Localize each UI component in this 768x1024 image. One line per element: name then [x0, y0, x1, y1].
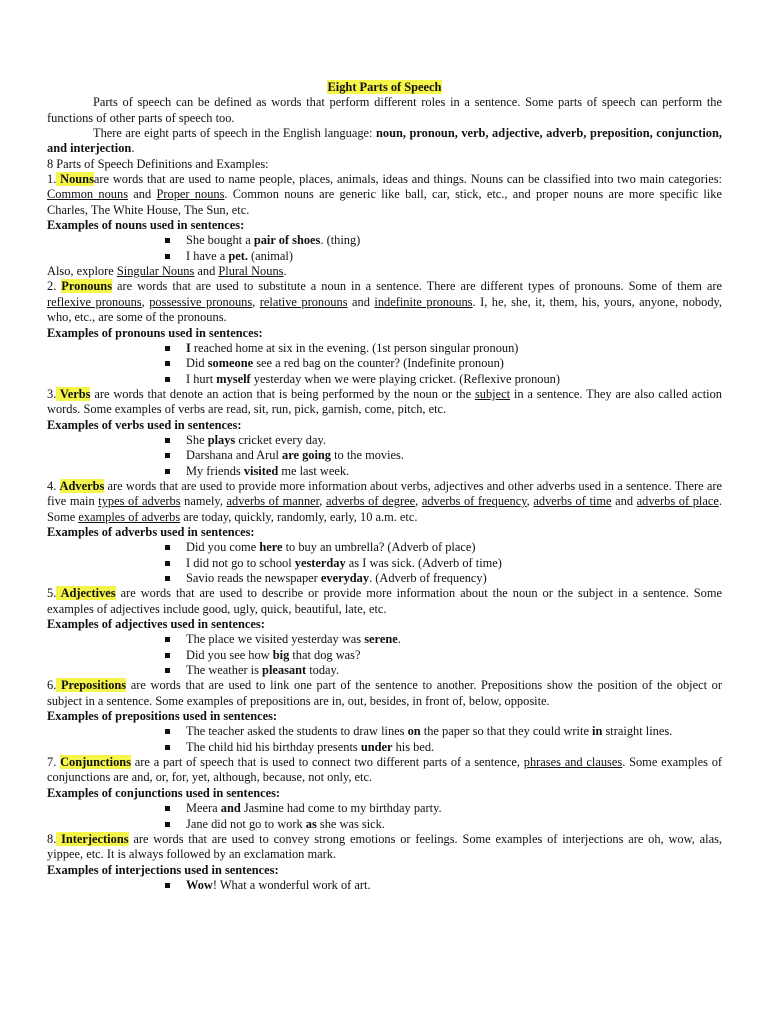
verbs-term: Verbs	[56, 386, 91, 401]
definitions-heading: 8 Parts of Speech Definitions and Examples:	[47, 156, 269, 171]
conjunctions-definition: 7. Conjunctions are a part of speech that is used to connect two different parts of a sentence, phrases and clauses. Some examples of conjunctions are and, or, for, yet, although, because, not only, etc.	[47, 755, 723, 785]
list-item: She plays cricket every day.	[47, 433, 722, 448]
adverbs-of-time-link[interactable]: adverbs of time	[533, 494, 612, 509]
nouns-text-1: are words that are used to name people, places, animals, ideas and things. Nouns can be classified into two main categories:	[93, 172, 722, 187]
list-item: Darshana and Arul are going to the movies.	[47, 448, 722, 463]
verbs-definition: 3. Verbs are words that denote an action that is being performed by the noun or the subject in a sentence. They are also called action words. Some examples of verbs are read, sit, run, pick, garnish, come, pitch, etc.	[47, 386, 723, 417]
prepositions-term: Prepositions	[56, 678, 127, 693]
pronouns-examples-heading: Examples of pronouns used in sentences:	[47, 325, 263, 340]
examples-of-adverbs-link[interactable]: examples of adverbs	[78, 509, 181, 524]
pronouns-examples-list	[47, 341, 722, 387]
nouns-definition	[47, 172, 722, 218]
list-item: I did not go to school yesterday as I was sick. (Adverb of time)	[47, 556, 722, 571]
adverbs-definition: 4. Adverbs are words that are used to provide more information about verbs, adjectives and other adverbs used in a sentence. There are five main types of adverbs namely, adverbs of manner, adverbs of degree, adverbs of frequency, adverbs of time and adverbs of place. Some examples of adverbs are today, quickly, randomly, early, 10 a.m. etc.	[47, 478, 722, 524]
conjunctions-examples-heading: Examples of conjunctions used in sentences:	[47, 785, 281, 800]
list-item: Did you see how big that dog was?	[47, 648, 722, 663]
adverbs-of-frequency-link[interactable]: adverbs of frequency	[421, 494, 527, 509]
list-item: The teacher asked the students to draw lines on the paper so that they could write in straight lines.	[47, 724, 722, 739]
intro-parts-list: noun, pronoun, verb, adjective, adverb, preposition, conjunction, and interjection	[47, 126, 722, 156]
adjectives-term: Adjectives	[56, 586, 116, 601]
prepositions-definition: 6. Prepositions are words that are used to link one part of the sentence to another. Prepositions show the position of the object or subject in a sentence. Some examples of prepositions are in, out, besides, in front of, below, opposite.	[47, 678, 722, 708]
intro-paragraph: Parts of speech can be defined as words that perform different roles in a sentence. Some parts of speech can perform the functions of other parts of speech too.	[47, 95, 722, 125]
common-nouns-link[interactable]: Common nouns	[47, 187, 129, 202]
nouns-text-2: and	[128, 187, 157, 202]
list-item: Meera and Jasmine had come to my birthday party.	[47, 801, 722, 816]
adjectives-examples-list	[47, 632, 722, 678]
phrases-and-clauses-link[interactable]: phrases and clauses	[523, 755, 623, 770]
intro-parts-end: .	[131, 141, 135, 156]
list-item: I have a pet. (animal)	[47, 249, 722, 264]
adverbs-of-degree-link[interactable]: adverbs of degree	[326, 494, 416, 509]
nouns-examples-heading: Examples of nouns used in sentences:	[47, 218, 245, 233]
title-text: Eight Parts of Speech	[327, 80, 442, 94]
adjectives-examples-heading: Examples of adjectives used in sentences:	[47, 617, 265, 632]
adjectives-definition: 5. Adjectives are words that are used to describe or provide more information about the noun or the subject in a sentence. Some examples of adjectives include good, ugly, quick, beautiful, late, etc.	[47, 586, 722, 616]
adverbs-of-manner-link[interactable]: adverbs of manner	[226, 494, 320, 509]
list-item: Did you come here to buy an umbrella? (Adverb of place)	[47, 540, 722, 555]
list-item: I hurt myself yesterday when we were playing cricket. (Reflexive pronoun)	[47, 372, 722, 387]
reflexive-pronouns-link[interactable]: reflexive pronouns	[47, 294, 142, 309]
nouns-text-3: . Common nouns are generic like ball, car, stick, etc., and proper nouns are more specific like Charles, The White House, The Sun, etc.	[47, 187, 722, 217]
pronouns-term: Pronouns	[61, 279, 113, 294]
interjections-examples-heading: Examples of interjections used in sentences:	[47, 862, 279, 877]
types-of-adverbs-link[interactable]: types of adverbs	[98, 494, 181, 509]
adverbs-of-place-link[interactable]: adverbs of place	[636, 494, 719, 509]
list-item: Wow! What a wonderful work of art.	[47, 878, 722, 893]
page-title	[47, 80, 722, 95]
indefinite-pronouns-link[interactable]: indefinite pronouns	[374, 294, 473, 309]
adverbs-term: Adverbs	[59, 478, 105, 493]
conjunctions-term: Conjunctions	[60, 755, 132, 770]
verbs-examples-list	[47, 433, 722, 479]
also-explore-line: Also, explore Singular Nouns and Plural Nouns.	[47, 264, 287, 279]
prepositions-examples-heading: Examples of prepositions used in sentences:	[47, 709, 278, 724]
proper-nouns-link[interactable]: Proper nouns	[156, 187, 225, 202]
list-item: The weather is pleasant today.	[47, 663, 722, 678]
plural-nouns-link[interactable]: Plural Nouns	[218, 264, 284, 279]
singular-nouns-link[interactable]: Singular Nouns	[116, 264, 195, 279]
list-item: My friends visited me last week.	[47, 464, 722, 479]
verbs-examples-heading: Examples of verbs used in sentences:	[47, 417, 242, 432]
relative-pronouns-link[interactable]: relative pronouns	[259, 294, 348, 309]
prepositions-examples-list	[47, 724, 722, 755]
list-item: The place we visited yesterday was serene.	[47, 632, 722, 647]
subject-link[interactable]: subject	[474, 386, 511, 401]
list-item: She bought a pair of shoes. (thing)	[47, 233, 722, 248]
interjections-term: Interjections	[56, 831, 129, 846]
adverbs-examples-heading: Examples of adverbs used in sentences:	[47, 524, 255, 539]
intro-parts-paragraph	[47, 126, 722, 157]
interjections-definition: 8. Interjections are words that are used to convey strong emotions or feelings. Some examples of interjections are oh, wow, alas, yippee, etc. It is always followed by an exclamation mark.	[47, 831, 722, 862]
pronouns-definition: 2. Pronouns are words that are used to substitute a noun in a sentence. There are different types of pronouns. Some of them are reflexive pronouns, possessive pronouns, relative pronouns and indefinite pronouns. I, he, she, it, them, his, yours, anyone, nobody, who, etc., are some of the pronouns.	[47, 279, 723, 325]
adverbs-examples-list	[47, 540, 722, 586]
list-item: The child hid his birthday presents under his bed.	[47, 740, 722, 755]
list-item: Jane did not go to work as she was sick.	[47, 817, 722, 832]
nouns-term: Nouns	[56, 172, 94, 187]
list-item: Savio reads the newspaper everyday. (Adverb of frequency)	[47, 571, 722, 586]
intro-parts-start: There are eight parts of speech in the English language:	[93, 126, 376, 141]
nouns-examples-list	[47, 233, 722, 264]
document-page	[47, 80, 722, 893]
nouns-number: 1.	[47, 172, 57, 187]
interjections-examples-list	[47, 878, 722, 893]
conjunctions-examples-list	[47, 801, 722, 832]
list-item: Did someone see a red bag on the counter? (Indefinite pronoun)	[47, 356, 722, 371]
possessive-pronouns-link[interactable]: possessive pronouns	[149, 294, 253, 309]
list-item: I reached home at six in the evening. (1st person singular pronoun)	[47, 341, 722, 356]
